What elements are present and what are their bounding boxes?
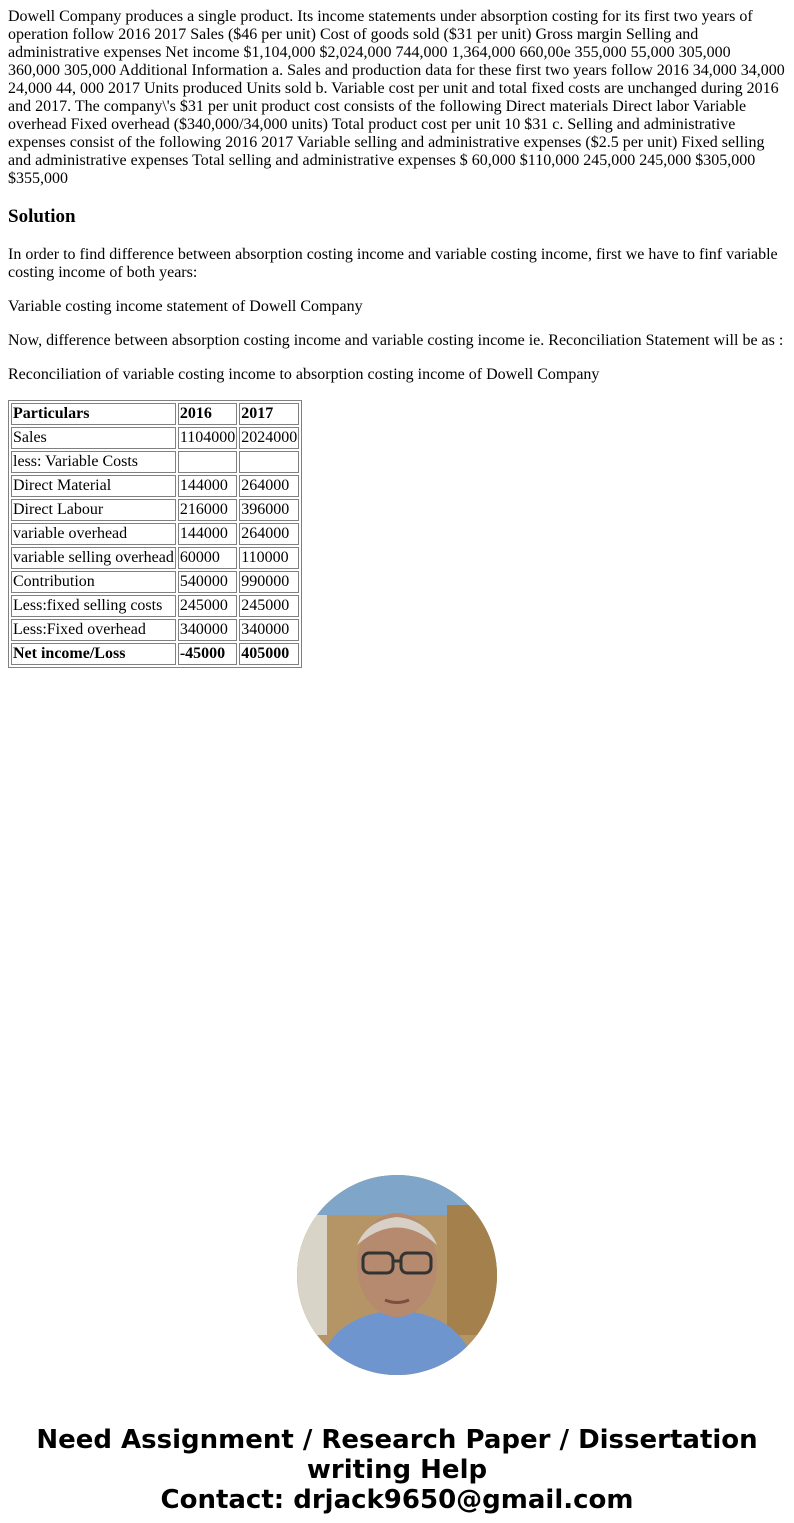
table-cell: 340000 xyxy=(178,619,237,641)
footer-contact: Contact: drjack9650@gmail.com xyxy=(160,1485,634,1515)
solution-heading: Solution xyxy=(8,206,76,227)
header-cell: Particulars xyxy=(11,403,176,425)
table-cell: Direct Labour xyxy=(11,499,176,521)
table-cell: 990000 xyxy=(239,571,299,593)
author-photo xyxy=(297,1175,497,1375)
table-cell: 396000 xyxy=(239,499,299,521)
solution-paragraph: Reconciliation of variable costing income to absorption costing income of Dowell Company xyxy=(8,366,600,383)
total-cell: -45000 xyxy=(178,643,237,665)
table-header-row xyxy=(11,403,299,425)
table-cell xyxy=(178,451,237,473)
table-row xyxy=(11,547,299,569)
header-cell: 2017 xyxy=(239,403,299,425)
table-cell: 340000 xyxy=(239,619,299,641)
solution-paragraph: In order to find difference between absorption costing income and variable costing income, first we have to finf variable costing income of both years: xyxy=(8,246,778,281)
table-row xyxy=(11,571,299,593)
table-cell: Less:fixed selling costs xyxy=(11,595,176,617)
table-row xyxy=(11,619,299,641)
table-cell: variable selling overhead xyxy=(11,547,176,569)
table-cell: 144000 xyxy=(178,523,237,545)
footer-help-text: Need Assignment / Research Paper / Dissertation writing Help xyxy=(36,1425,758,1485)
table-cell: 245000 xyxy=(178,595,237,617)
table-row xyxy=(11,523,299,545)
table-cell: 216000 xyxy=(178,499,237,521)
total-cell: 405000 xyxy=(239,643,299,665)
table-cell: less: Variable Costs xyxy=(11,451,176,473)
reconciliation-table xyxy=(8,400,302,668)
total-cell: Net income/Loss xyxy=(11,643,176,665)
table-cell: 264000 xyxy=(239,475,299,497)
table-row xyxy=(11,427,299,449)
table-cell: 1104000 xyxy=(178,427,237,449)
table-cell: Contribution xyxy=(11,571,176,593)
table-row xyxy=(11,499,299,521)
table-cell: Sales xyxy=(11,427,176,449)
footer-banner xyxy=(8,1425,786,1515)
table-row xyxy=(11,451,299,473)
table-cell: 2024000 xyxy=(239,427,299,449)
table-cell xyxy=(239,451,299,473)
solution-paragraph: Variable costing income statement of Dowell Company xyxy=(8,298,363,315)
table-cell: 110000 xyxy=(239,547,299,569)
table-cell: 60000 xyxy=(178,547,237,569)
table-cell: variable overhead xyxy=(11,523,176,545)
table-row xyxy=(11,595,299,617)
table-total-row xyxy=(11,643,299,665)
question-text: Dowell Company produces a single product. Its income statements under absorption costing for its first two years of operation follow 2016 2017 Sales ($46 per unit) Cost of goods sold ($31 per unit) Gross margin Selling and administrative expenses Net income $1,104,000 $2,024,000 744,000 1,364,000 660,00e 355,000 55,000 305,000 360,000 305,000 Additional Information a. Sales and production data for these first two years follow 2016 34,000 34,000 24,000 44, 000 2017 Units produced Units sold b. Variable cost per unit and total fixed costs are unchanged during 2016 and 2017. The company\'s $31 per unit product cost consists of the following Direct materials Direct labor Variable overhead Fixed overhead ($340,000/34,000 units) Total product cost per unit 10 $31 c. Selling and administrative expenses consist of the following 2016 2017 Variable selling and administrative expenses ($2.5 per unit) Fixed selling and administrative expenses Total selling and administrative expenses $ 60,000 $110,000 245,000 245,000 $305,000 $355,000 xyxy=(8,8,785,187)
table-cell: Less:Fixed overhead xyxy=(11,619,176,641)
table-cell: 264000 xyxy=(239,523,299,545)
header-cell: 2016 xyxy=(178,403,237,425)
solution-paragraph: Now, difference between absorption costing income and variable costing income ie. Reconciliation Statement will be as : xyxy=(8,332,784,349)
table-cell: 144000 xyxy=(178,475,237,497)
table-cell: 245000 xyxy=(239,595,299,617)
table-cell: Direct Material xyxy=(11,475,176,497)
table-cell: 540000 xyxy=(178,571,237,593)
table-row xyxy=(11,475,299,497)
